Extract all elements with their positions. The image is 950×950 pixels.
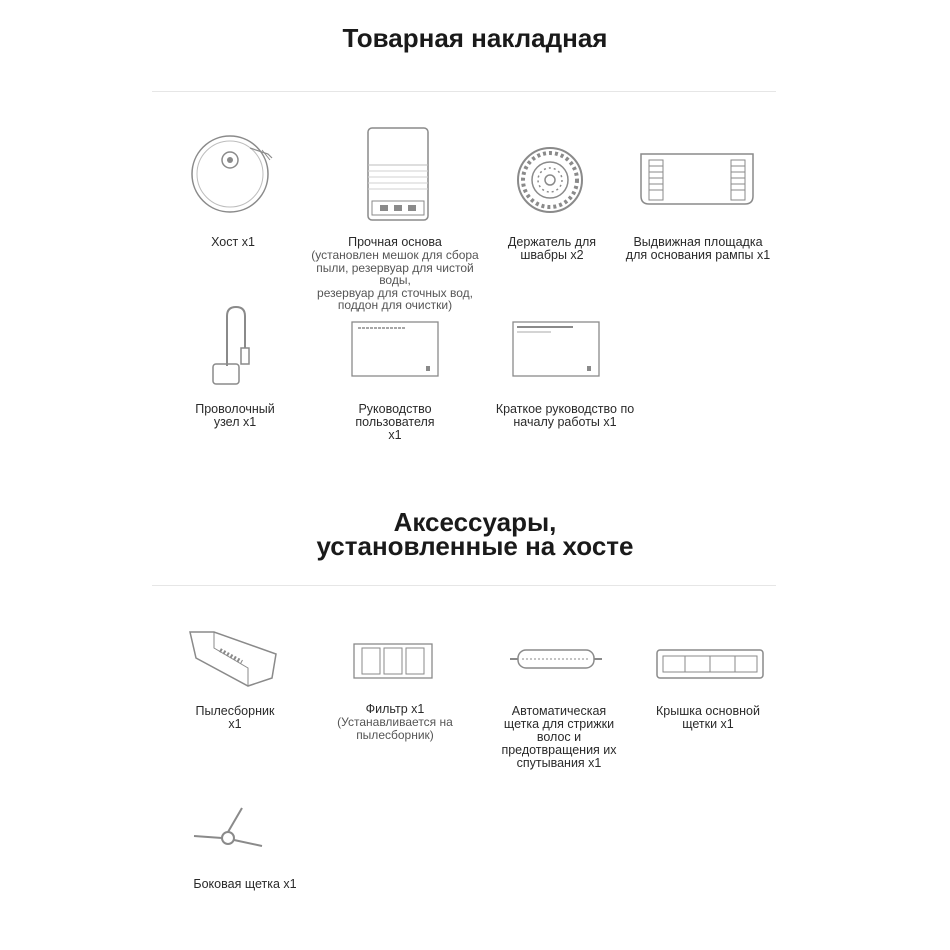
power-cable-icon: [205, 304, 265, 388]
item-brush-cover-label: Крышка основной щетки x1: [656, 704, 760, 731]
item-dustbin-label: Пылесборник x1: [195, 704, 275, 731]
ramp-extension-icon: [637, 148, 757, 208]
base-station-icon: [362, 125, 434, 223]
item-base-station-note: (установлен мешок для сбора пыли, резервуар для чистой воды, резервуар для сточных вод, поддон для очистки): [311, 248, 479, 312]
mop-holder-icon: [515, 145, 585, 215]
item-mop-holder-label: Держатель для швабры x2: [507, 235, 597, 262]
item-side-brush-label: Боковая щетка x1: [193, 877, 297, 891]
item-filter-label: Фильтр x1: [365, 702, 425, 716]
item-side-brush: [150, 878, 340, 891]
item-power-cable-label: Проволочный узел x1: [195, 402, 275, 429]
item-user-manual-label: Руководство пользователя x1: [355, 402, 435, 442]
item-user-manual: [300, 403, 490, 442]
dustbin-icon: [186, 628, 280, 690]
item-main-brush-label: Автоматическая щетка для стрижки волос и предотвращения их спутывания x1: [501, 704, 617, 770]
user-manual-icon: [350, 320, 440, 378]
item-quick-start-guide: [470, 403, 660, 429]
section-divider: [152, 585, 776, 586]
section-title-accessories-line2: установленные на хосте: [316, 531, 634, 561]
robot-host-icon: [188, 130, 278, 215]
item-brush-cover: [613, 705, 803, 731]
item-host-label: Хост x1: [211, 235, 255, 249]
brush-cover-icon: [655, 646, 765, 682]
item-quick-start-guide-label: Краткое руководство по началу работы x1: [495, 402, 635, 429]
section-divider: [152, 91, 776, 92]
section-title-accessories-line1: Аксессуары,: [393, 507, 557, 537]
item-ramp-extension: [603, 236, 793, 262]
filter-icon: [352, 640, 434, 682]
item-filter: [300, 703, 490, 741]
quick-start-guide-icon: [511, 320, 601, 378]
item-base-station-label: Прочная основа: [348, 235, 442, 249]
item-filter-note: (Устанавливается на пылесборник): [337, 715, 453, 742]
main-brush-icon: [508, 644, 604, 674]
side-brush-icon: [192, 806, 264, 862]
section-title-packing-list: Товарная накладная: [342, 23, 608, 53]
item-ramp-extension-label: Выдвижная площадка для основания рампы x1: [625, 235, 771, 262]
